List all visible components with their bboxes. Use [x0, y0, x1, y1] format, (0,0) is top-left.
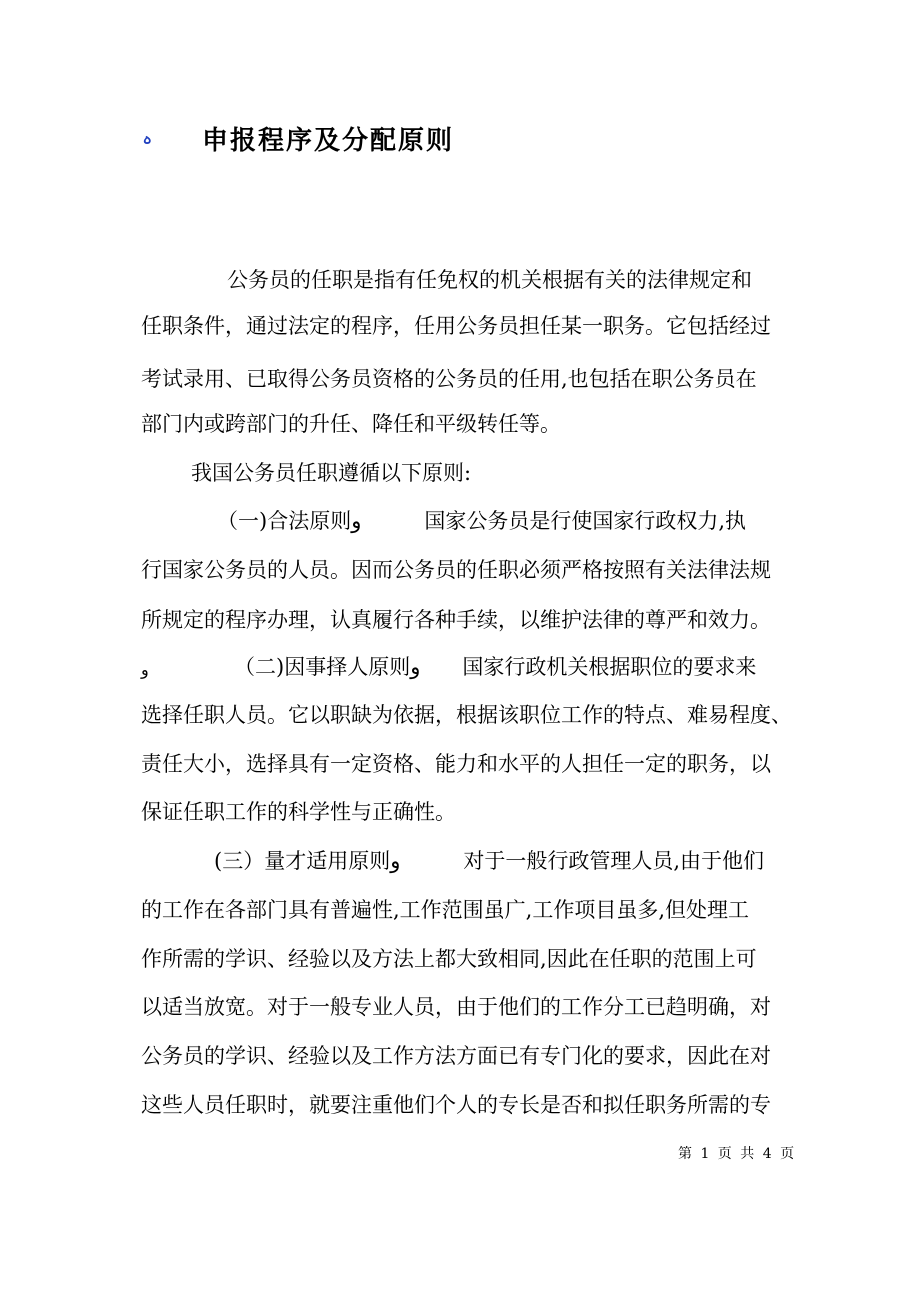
title-row: [142, 116, 454, 160]
text-line: 选择任职人员。它以职缺为依据，根据该职位工作的特点、难易程度、: [141, 703, 792, 727]
document-title: 申报程序及分配原则: [202, 125, 455, 156]
text-line: 这些人员任职时，就要注重他们个人的专长是否和拟任职务所需的专: [141, 1093, 771, 1117]
paragraph-mark: و: [141, 660, 149, 679]
text-line: 部门内或跨部门的升任、降任和平级转任等。: [141, 412, 561, 436]
text-line: 作所需的学识、经验以及方法上都大致相同,因此在任职的范围上可: [141, 947, 757, 971]
text-line: (三）量才适用原则و 对于一般行政管理人员,由于他们: [214, 849, 765, 873]
text-line: 责任大小，选择具有一定资格、能力和水平的人担任一定的职务，以: [141, 752, 771, 776]
text-line: 考试录用、已取得公务员资格的公务员的任用,也包括在职公务员在: [141, 367, 757, 391]
text-line: 公务员的学识、经验以及工作方法方面已有专门化的要求，因此在对: [141, 1044, 771, 1068]
text-line: （一)合法原则و 国家公务员是行使国家行政权力,执: [217, 509, 747, 533]
title-bullet-mark: ہ: [142, 127, 153, 149]
text-line: 所规定的程序办理，认真履行各种手续，以维护法律的尊严和效力。: [141, 608, 771, 632]
text-line: 我国公务员任职遵循以下原则:: [191, 461, 472, 485]
text-line: （二)因事择人原则و 国家行政机关根据职位的要求来: [234, 655, 757, 679]
page-footer: 第 1 页 共 4 页: [678, 1146, 797, 1162]
text-line: 行国家公务员的人员。因而公务员的任职必须严格按照有关法律法规: [141, 558, 771, 582]
text-line: 公务员的任职是指有任免权的机关根据有关的法律规定和: [227, 268, 752, 292]
text-line: 任职条件，通过法定的程序，任用公务员担任某一职务。它包括经过: [141, 314, 771, 338]
text-line: 保证任职工作的科学性与正确性。: [141, 800, 456, 824]
text-line: 以适当放宽。对于一般专业人员，由于他们的工作分工已趋明确，对: [141, 995, 771, 1019]
text-line: 的工作在各部门具有普遍性,工作范围虽广,工作项目虽多,但处理工: [141, 898, 750, 922]
